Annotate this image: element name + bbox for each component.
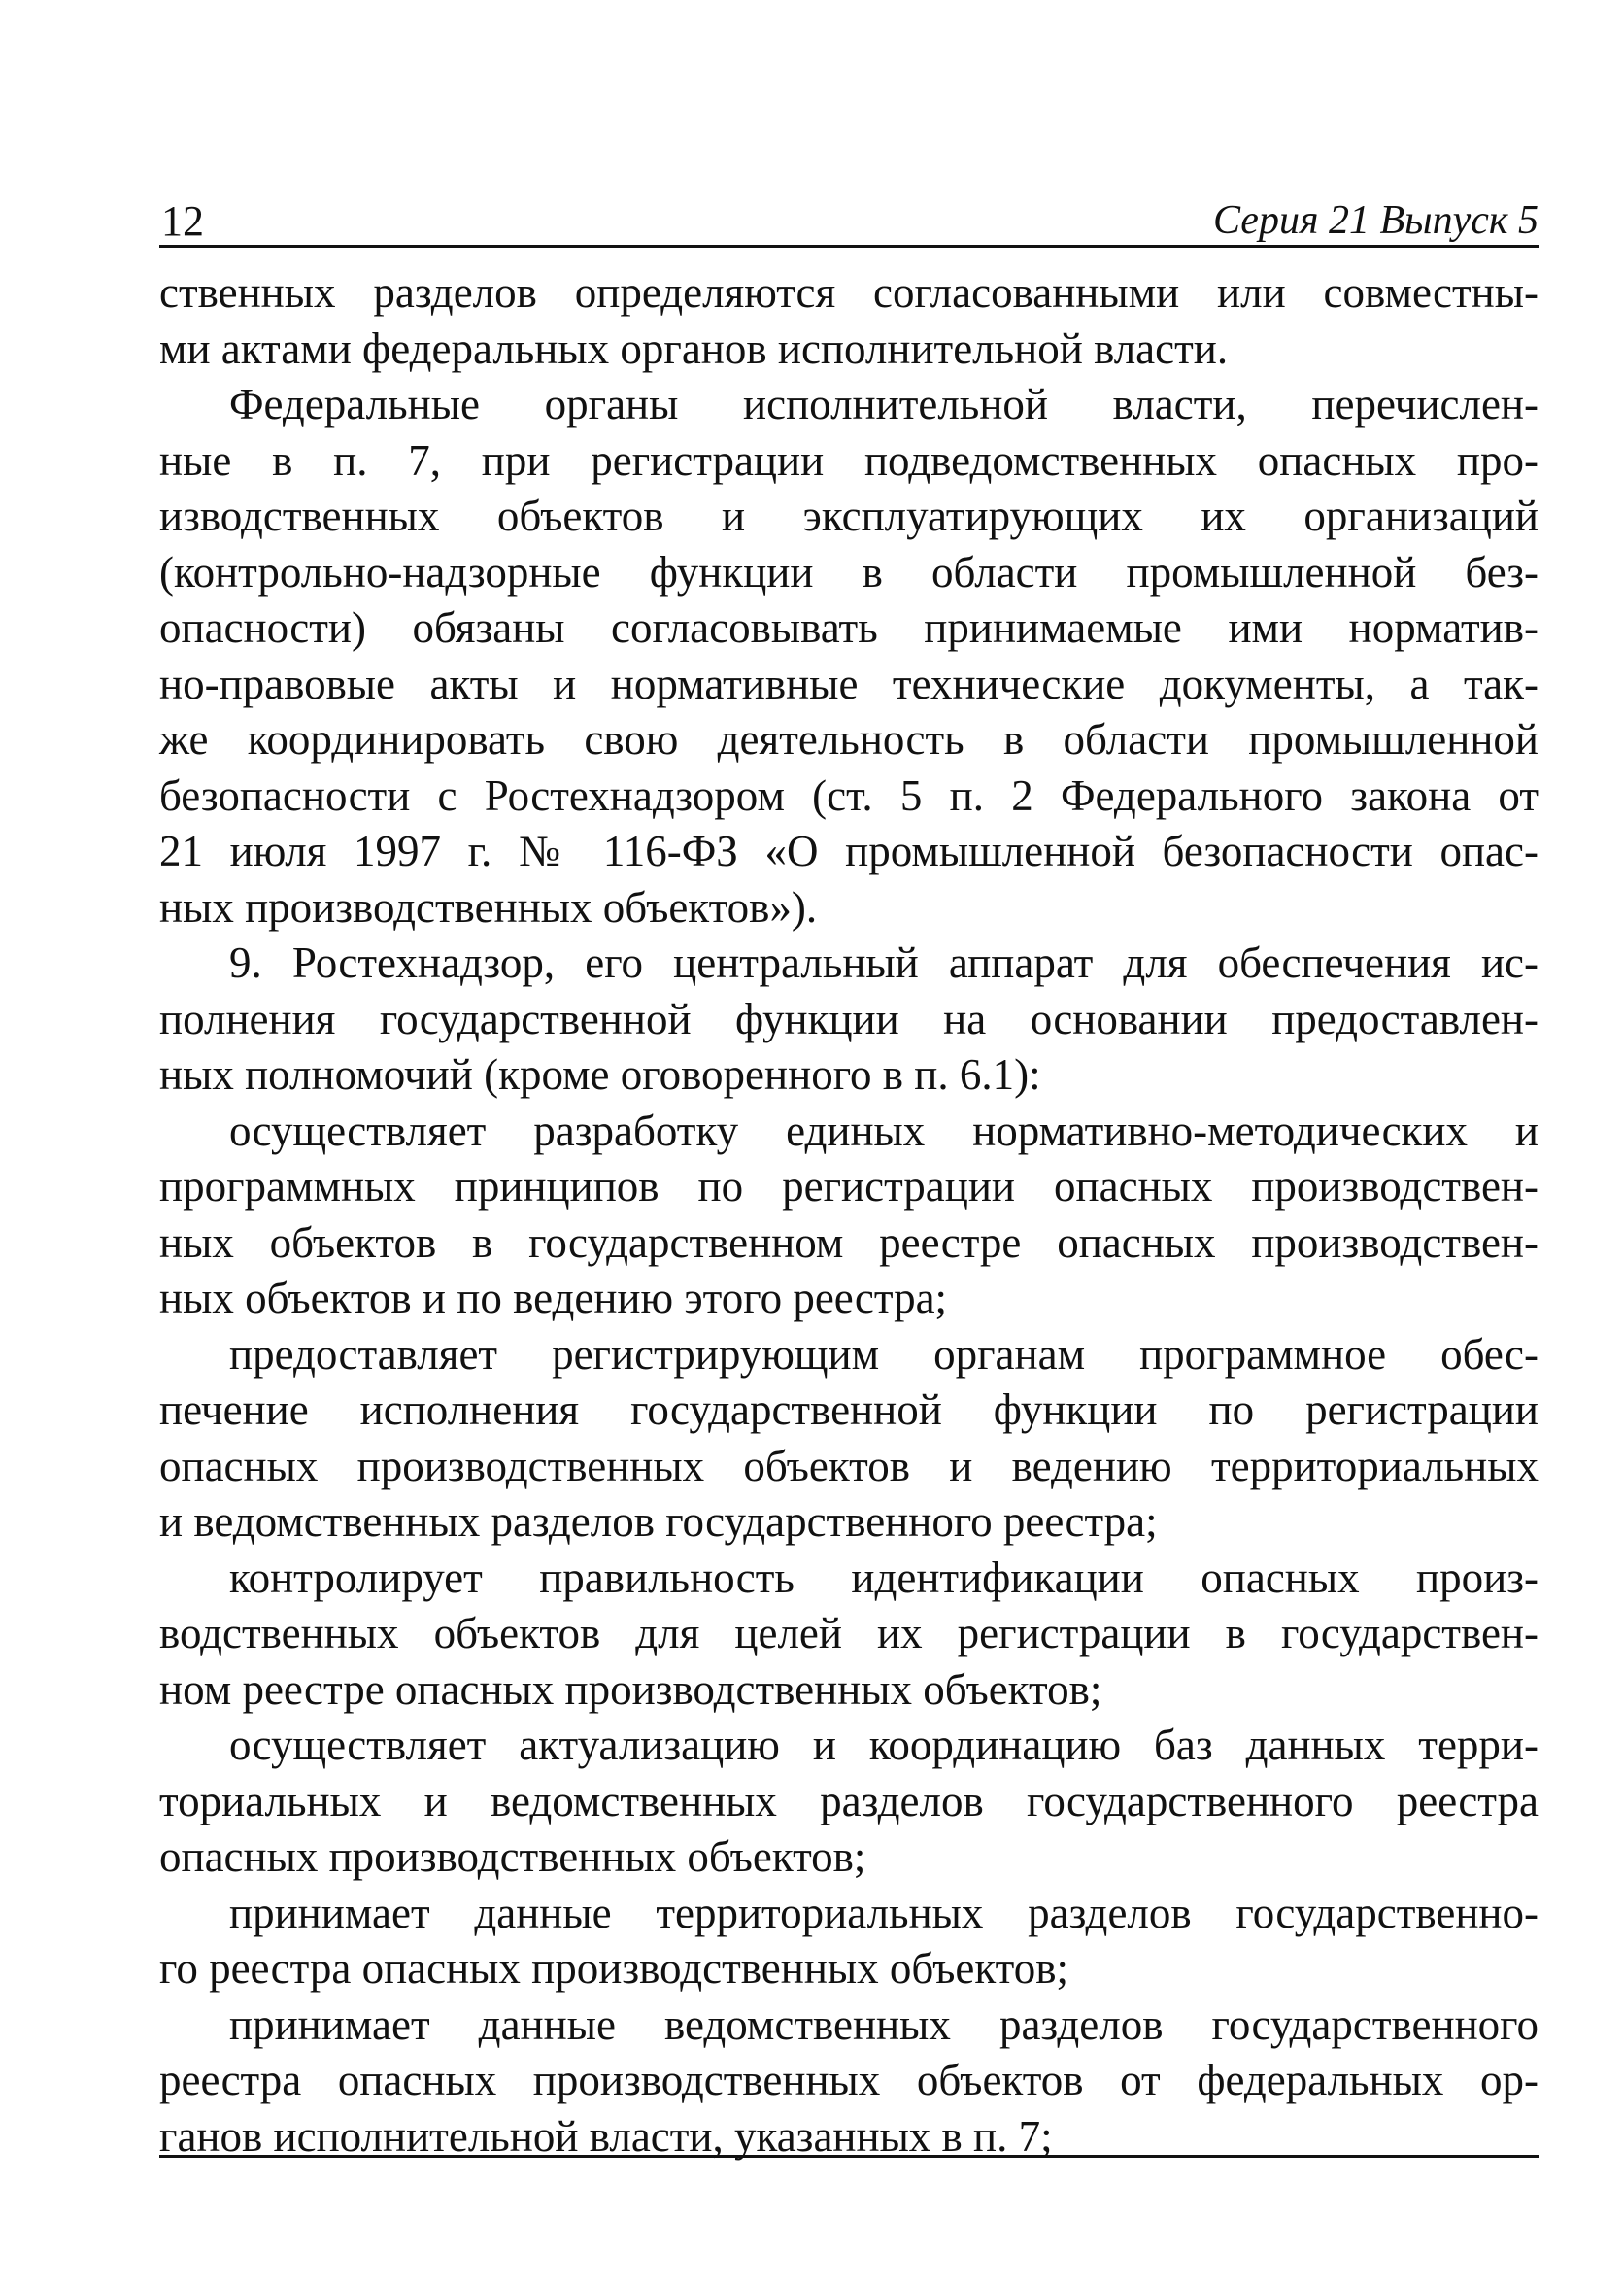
paragraph-item-9 [159,936,1539,1104]
text-line: принимает данные территориальных разделов государственно- [229,1888,1539,1937]
text-line: ных объектов в государственном реестре опасных производствен- [159,1217,1539,1267]
series-title: Серия 21 Выпуск 5 [1213,198,1539,243]
text-line: программных принципов по регистрации опасных производствен- [159,1162,1539,1211]
paragraph-controls [159,1551,1539,1719]
paragraph-federal-bodies [159,377,1539,936]
text-line: ном реестре опасных производственных объектов; [159,1664,1102,1714]
text-line: принимает данные ведомственных разделов государственного [229,1999,1539,2049]
paragraph-accepts-territorial [159,1886,1539,1997]
page-number: 12 [161,197,204,245]
text-line: (контрольно-надзорные функции в области промышленной без- [159,547,1539,597]
document-page [159,185,1539,2165]
text-line: 9. Ростехнадзор, его центральный аппарат для обеспечения ис- [229,938,1539,987]
paragraph-accepts-departmental [159,1997,1539,2166]
text-line: ных производственных объектов»). [159,882,818,932]
text-line: изводственных объектов и эксплуатирующих их организаций [159,492,1539,540]
text-line: ториальных и ведомственных разделов государственного реестра [159,1776,1539,1825]
text-line: опасности) обязаны согласовывать принимаемые ими норматив- [159,603,1539,652]
paragraph-continuation [159,265,1539,377]
text-line: но-правовые акты и нормативные технические документы, а так- [159,659,1539,708]
text-line: го реестра опасных производственных объектов; [159,1944,1068,1993]
text-line: опасных производственных объектов и ведению территориальных [159,1441,1539,1490]
text-line: контролирует правильность идентификации опасных произ- [229,1552,1539,1602]
text-line: безопасности с Ростехнадзором (ст. 5 п. 2 Федерального закона от [159,770,1539,820]
page-header [159,185,1539,248]
text-line: ных объектов и по ведению этого реестра; [159,1274,948,1322]
text-line: 21 июля 1997 г. № 116-ФЗ «О промышленной безопасности опас- [159,827,1539,875]
text-line: и ведомственных разделов государственного реестра; [159,1497,1158,1546]
text-line: печение исполнения государственной функции по регистрации [159,1385,1539,1434]
paragraph-provides [159,1327,1539,1551]
text-line: ственных разделов определяются согласованными или совместны- [159,268,1539,317]
document-body [159,265,1539,2165]
text-line: водственных объектов для целей их регистрации в государствен- [159,1609,1539,1657]
paragraph-updates [159,1718,1539,1886]
text-line: осуществляет разработку единых нормативно-методических и [229,1106,1539,1155]
text-line: ми актами федеральных органов исполнительной власти. [159,324,1229,373]
text-line: предоставляет регистрирующим органам программное обес- [229,1329,1539,1379]
text-line: Федеральные органы исполнительной власти, перечислен- [229,380,1539,428]
text-line: полнения государственной функции на основании предоставлен- [159,994,1539,1043]
text-line: ных полномочий (кроме оговоренного в п. 6.1): [159,1050,1041,1099]
text-line: ные в п. 7, при регистрации подведомственных опасных про- [159,435,1539,485]
text-line: реестра опасных производственных объектов от федеральных ор- [159,2056,1539,2104]
footer-divider [159,2155,1539,2158]
text-line: ганов исполнительной власти, указанных в п. 7; [159,2111,1053,2161]
text-line: опасных производственных объектов; [159,1832,866,1881]
text-line: осуществляет актуализацию и координацию баз данных терри- [229,1721,1539,1769]
text-line: же координировать свою деятельность в области промышленной [159,715,1539,764]
paragraph-develops [159,1104,1539,1327]
